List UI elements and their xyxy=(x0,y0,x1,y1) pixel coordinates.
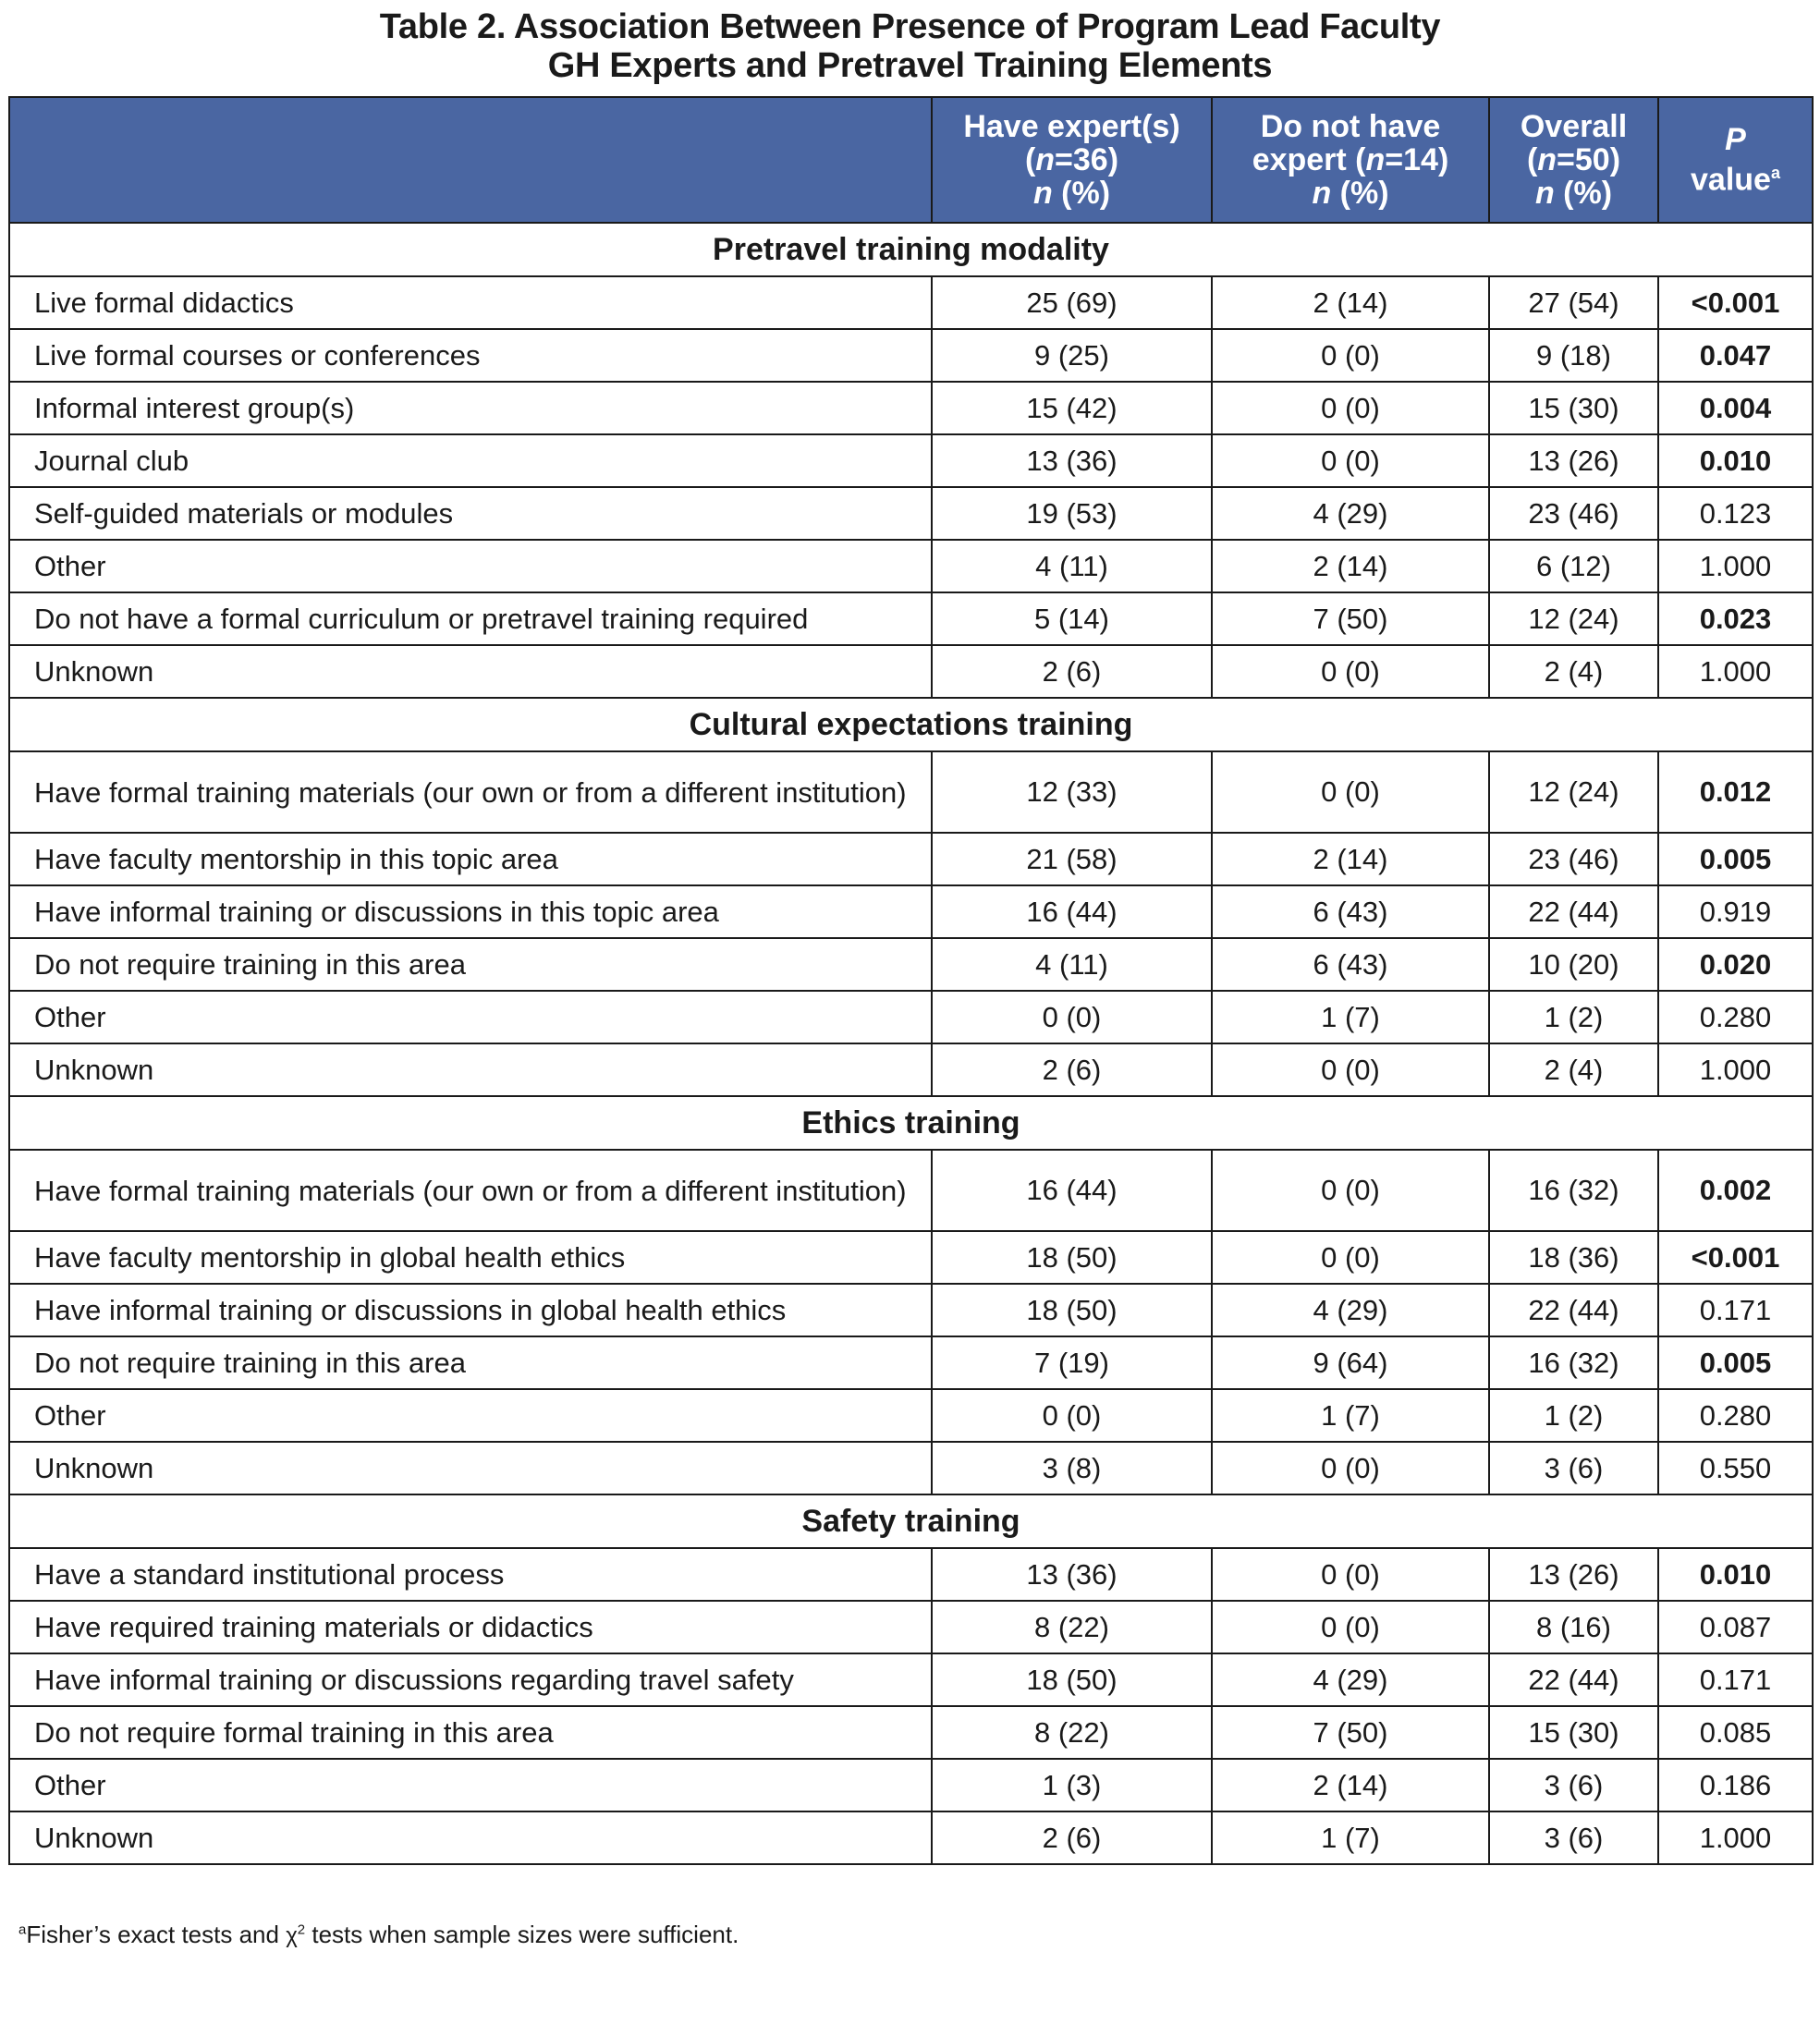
table-row xyxy=(9,1389,1813,1442)
row-label: Have informal training or discussions in global health ethics xyxy=(9,1284,932,1336)
cell-overall: 10 (20) xyxy=(1489,938,1658,991)
cell-have-expert: 16 (44) xyxy=(932,885,1212,938)
cell-have-expert: 18 (50) xyxy=(932,1653,1212,1706)
cell-have-expert: 15 (42) xyxy=(932,382,1212,434)
cell-p-value: 1.000 xyxy=(1658,645,1813,698)
cell-p-value: 1.000 xyxy=(1658,1811,1813,1864)
cell-no-expert: 0 (0) xyxy=(1212,1150,1489,1231)
cell-p-value: 0.085 xyxy=(1658,1706,1813,1759)
row-label: Have informal training or discussions in this topic area xyxy=(9,885,932,938)
cell-no-expert: 0 (0) xyxy=(1212,434,1489,487)
row-label: Do not require training in this area xyxy=(9,1336,932,1389)
row-label: Have a standard institutional process xyxy=(9,1548,932,1601)
cell-no-expert: 2 (14) xyxy=(1212,540,1489,592)
table-row xyxy=(9,1043,1813,1096)
section-header-row xyxy=(9,223,1813,276)
cell-overall: 13 (26) xyxy=(1489,434,1658,487)
cell-overall: 1 (2) xyxy=(1489,1389,1658,1442)
table-row xyxy=(9,1601,1813,1653)
table-row xyxy=(9,885,1813,938)
cell-overall: 2 (4) xyxy=(1489,645,1658,698)
cell-have-expert: 8 (22) xyxy=(932,1601,1212,1653)
cell-p-value: 0.010 xyxy=(1658,434,1813,487)
cell-overall: 22 (44) xyxy=(1489,1653,1658,1706)
table-row xyxy=(9,645,1813,698)
cell-have-expert: 2 (6) xyxy=(932,645,1212,698)
cell-no-expert: 0 (0) xyxy=(1212,1231,1489,1284)
cell-overall: 27 (54) xyxy=(1489,276,1658,329)
cell-overall: 22 (44) xyxy=(1489,1284,1658,1336)
cell-overall: 12 (24) xyxy=(1489,592,1658,645)
cell-p-value: 0.123 xyxy=(1658,487,1813,540)
cell-no-expert: 9 (64) xyxy=(1212,1336,1489,1389)
data-table xyxy=(8,96,1814,1865)
cell-p-value: 0.087 xyxy=(1658,1601,1813,1653)
header-row xyxy=(9,97,1813,223)
cell-no-expert: 4 (29) xyxy=(1212,1653,1489,1706)
cell-have-expert: 3 (8) xyxy=(932,1442,1212,1494)
cell-have-expert: 18 (50) xyxy=(932,1284,1212,1336)
cell-have-expert: 13 (36) xyxy=(932,434,1212,487)
cell-have-expert: 21 (58) xyxy=(932,833,1212,885)
cell-overall: 23 (46) xyxy=(1489,487,1658,540)
table-title-line-2: GH Experts and Pretravel Training Elements xyxy=(547,46,1273,85)
cell-no-expert: 6 (43) xyxy=(1212,885,1489,938)
cell-have-expert: 12 (33) xyxy=(932,751,1212,833)
cell-no-expert: 0 (0) xyxy=(1212,1601,1489,1653)
row-label: Other xyxy=(9,1759,932,1811)
cell-p-value: 0.186 xyxy=(1658,1759,1813,1811)
cell-overall: 3 (6) xyxy=(1489,1811,1658,1864)
cell-overall: 22 (44) xyxy=(1489,885,1658,938)
cell-have-expert: 18 (50) xyxy=(932,1231,1212,1284)
table-row xyxy=(9,382,1813,434)
table-row xyxy=(9,751,1813,833)
row-label: Live formal courses or conferences xyxy=(9,329,932,382)
cell-p-value: 0.002 xyxy=(1658,1150,1813,1231)
row-label: Unknown xyxy=(9,645,932,698)
cell-have-expert: 4 (11) xyxy=(932,540,1212,592)
row-label: Unknown xyxy=(9,1442,932,1494)
cell-have-expert: 2 (6) xyxy=(932,1811,1212,1864)
row-label: Have informal training or discussions regarding travel safety xyxy=(9,1653,932,1706)
cell-no-expert: 0 (0) xyxy=(1212,1548,1489,1601)
section-title: Safety training xyxy=(9,1494,1813,1548)
cell-p-value: 0.012 xyxy=(1658,751,1813,833)
cell-overall: 15 (30) xyxy=(1489,382,1658,434)
cell-have-expert: 16 (44) xyxy=(932,1150,1212,1231)
row-label: Informal interest group(s) xyxy=(9,382,932,434)
cell-no-expert: 2 (14) xyxy=(1212,276,1489,329)
table-row xyxy=(9,434,1813,487)
cell-no-expert: 7 (50) xyxy=(1212,592,1489,645)
row-label: Do not require training in this area xyxy=(9,938,932,991)
cell-no-expert: 0 (0) xyxy=(1212,751,1489,833)
table-row xyxy=(9,1284,1813,1336)
cell-overall: 13 (26) xyxy=(1489,1548,1658,1601)
row-label: Live formal didactics xyxy=(9,276,932,329)
footnote: $^a$Fisher’s exact tests and $\chi^2$ tests when sample sizes were sufficient. xyxy=(18,1921,739,1948)
cell-overall: 1 (2) xyxy=(1489,991,1658,1043)
cell-overall: 16 (32) xyxy=(1489,1336,1658,1389)
cell-p-value: 0.010 xyxy=(1658,1548,1813,1601)
table-row xyxy=(9,487,1813,540)
cell-have-expert: 5 (14) xyxy=(932,592,1212,645)
table-row xyxy=(9,938,1813,991)
table-row xyxy=(9,276,1813,329)
table-row xyxy=(9,1336,1813,1389)
row-label: Other xyxy=(9,991,932,1043)
table-title xyxy=(0,7,1820,85)
cell-overall: 16 (32) xyxy=(1489,1150,1658,1231)
cell-no-expert: 1 (7) xyxy=(1212,991,1489,1043)
cell-p-value: 0.005 xyxy=(1658,1336,1813,1389)
cell-p-value: 0.020 xyxy=(1658,938,1813,991)
cell-have-expert: 7 (19) xyxy=(932,1336,1212,1389)
cell-no-expert: 0 (0) xyxy=(1212,645,1489,698)
cell-overall: 9 (18) xyxy=(1489,329,1658,382)
table-row xyxy=(9,592,1813,645)
cell-p-value: 0.919 xyxy=(1658,885,1813,938)
cell-have-expert: 4 (11) xyxy=(932,938,1212,991)
cell-no-expert: 2 (14) xyxy=(1212,1759,1489,1811)
table-row xyxy=(9,1231,1813,1284)
cell-overall: 2 (4) xyxy=(1489,1043,1658,1096)
table-body xyxy=(9,223,1813,1864)
table-row xyxy=(9,1811,1813,1864)
row-label: Other xyxy=(9,540,932,592)
table-row xyxy=(9,1442,1813,1494)
cell-have-expert: 19 (53) xyxy=(932,487,1212,540)
row-label: Have required training materials or didactics xyxy=(9,1601,932,1653)
row-label: Self-guided materials or modules xyxy=(9,487,932,540)
cell-p-value: 1.000 xyxy=(1658,540,1813,592)
cell-no-expert: 0 (0) xyxy=(1212,329,1489,382)
row-label: Do not have a formal curriculum or pretravel training required xyxy=(9,592,932,645)
cell-no-expert: 1 (7) xyxy=(1212,1389,1489,1442)
row-label: Journal club xyxy=(9,434,932,487)
cell-have-expert: 2 (6) xyxy=(932,1043,1212,1096)
cell-no-expert: 7 (50) xyxy=(1212,1706,1489,1759)
cell-overall: 15 (30) xyxy=(1489,1706,1658,1759)
cell-p-value: <0.001 xyxy=(1658,1231,1813,1284)
header-overall: Overall (n=50) n (%) xyxy=(1489,97,1658,223)
cell-have-expert: 9 (25) xyxy=(932,329,1212,382)
cell-no-expert: 1 (7) xyxy=(1212,1811,1489,1864)
section-title: Ethics training xyxy=(9,1096,1813,1150)
cell-p-value: 1.000 xyxy=(1658,1043,1813,1096)
cell-p-value: 0.550 xyxy=(1658,1442,1813,1494)
table-row xyxy=(9,833,1813,885)
section-header-row xyxy=(9,1494,1813,1548)
cell-have-expert: 25 (69) xyxy=(932,276,1212,329)
table-row xyxy=(9,1759,1813,1811)
section-title: Cultural expectations training xyxy=(9,698,1813,751)
cell-overall: 3 (6) xyxy=(1489,1442,1658,1494)
cell-p-value: 0.171 xyxy=(1658,1653,1813,1706)
header-p-value: P value$^a$ xyxy=(1658,97,1813,223)
cell-have-expert: 0 (0) xyxy=(932,991,1212,1043)
cell-no-expert: 2 (14) xyxy=(1212,833,1489,885)
header-no-expert: Do not have expert (n=14) n (%) xyxy=(1212,97,1489,223)
row-label: Have formal training materials (our own or from a different institution) xyxy=(9,751,932,833)
header-label-cell xyxy=(9,97,932,223)
cell-overall: 8 (16) xyxy=(1489,1601,1658,1653)
section-header-row xyxy=(9,698,1813,751)
table-row xyxy=(9,540,1813,592)
cell-overall: 3 (6) xyxy=(1489,1759,1658,1811)
cell-no-expert: 4 (29) xyxy=(1212,487,1489,540)
row-label: Have formal training materials (our own or from a different institution) xyxy=(9,1150,932,1231)
cell-overall: 12 (24) xyxy=(1489,751,1658,833)
cell-have-expert: 13 (36) xyxy=(932,1548,1212,1601)
table-row xyxy=(9,329,1813,382)
table-title-line-1: Table 2. Association Between Presence of Program Lead Faculty xyxy=(379,7,1441,46)
cell-p-value: 0.004 xyxy=(1658,382,1813,434)
cell-p-value: <0.001 xyxy=(1658,276,1813,329)
cell-p-value: 0.005 xyxy=(1658,833,1813,885)
header-have-expert: Have expert(s) (n=36) n (%) xyxy=(932,97,1212,223)
table-row xyxy=(9,1706,1813,1759)
row-label: Have faculty mentorship in this topic area xyxy=(9,833,932,885)
cell-overall: 23 (46) xyxy=(1489,833,1658,885)
table-row xyxy=(9,991,1813,1043)
cell-p-value: 0.023 xyxy=(1658,592,1813,645)
cell-p-value: 0.047 xyxy=(1658,329,1813,382)
row-label: Other xyxy=(9,1389,932,1442)
cell-no-expert: 4 (29) xyxy=(1212,1284,1489,1336)
row-label: Unknown xyxy=(9,1043,932,1096)
cell-no-expert: 0 (0) xyxy=(1212,1043,1489,1096)
table-row xyxy=(9,1653,1813,1706)
cell-overall: 6 (12) xyxy=(1489,540,1658,592)
row-label: Unknown xyxy=(9,1811,932,1864)
cell-p-value: 0.171 xyxy=(1658,1284,1813,1336)
table-row xyxy=(9,1548,1813,1601)
cell-have-expert: 1 (3) xyxy=(932,1759,1212,1811)
cell-no-expert: 6 (43) xyxy=(1212,938,1489,991)
cell-no-expert: 0 (0) xyxy=(1212,1442,1489,1494)
cell-have-expert: 0 (0) xyxy=(932,1389,1212,1442)
row-label: Do not require formal training in this area xyxy=(9,1706,932,1759)
cell-p-value: 0.280 xyxy=(1658,991,1813,1043)
section-header-row xyxy=(9,1096,1813,1150)
table-row xyxy=(9,1150,1813,1231)
cell-overall: 18 (36) xyxy=(1489,1231,1658,1284)
cell-p-value: 0.280 xyxy=(1658,1389,1813,1442)
row-label: Have faculty mentorship in global health ethics xyxy=(9,1231,932,1284)
cell-no-expert: 0 (0) xyxy=(1212,382,1489,434)
cell-have-expert: 8 (22) xyxy=(932,1706,1212,1759)
section-title: Pretravel training modality xyxy=(9,223,1813,276)
